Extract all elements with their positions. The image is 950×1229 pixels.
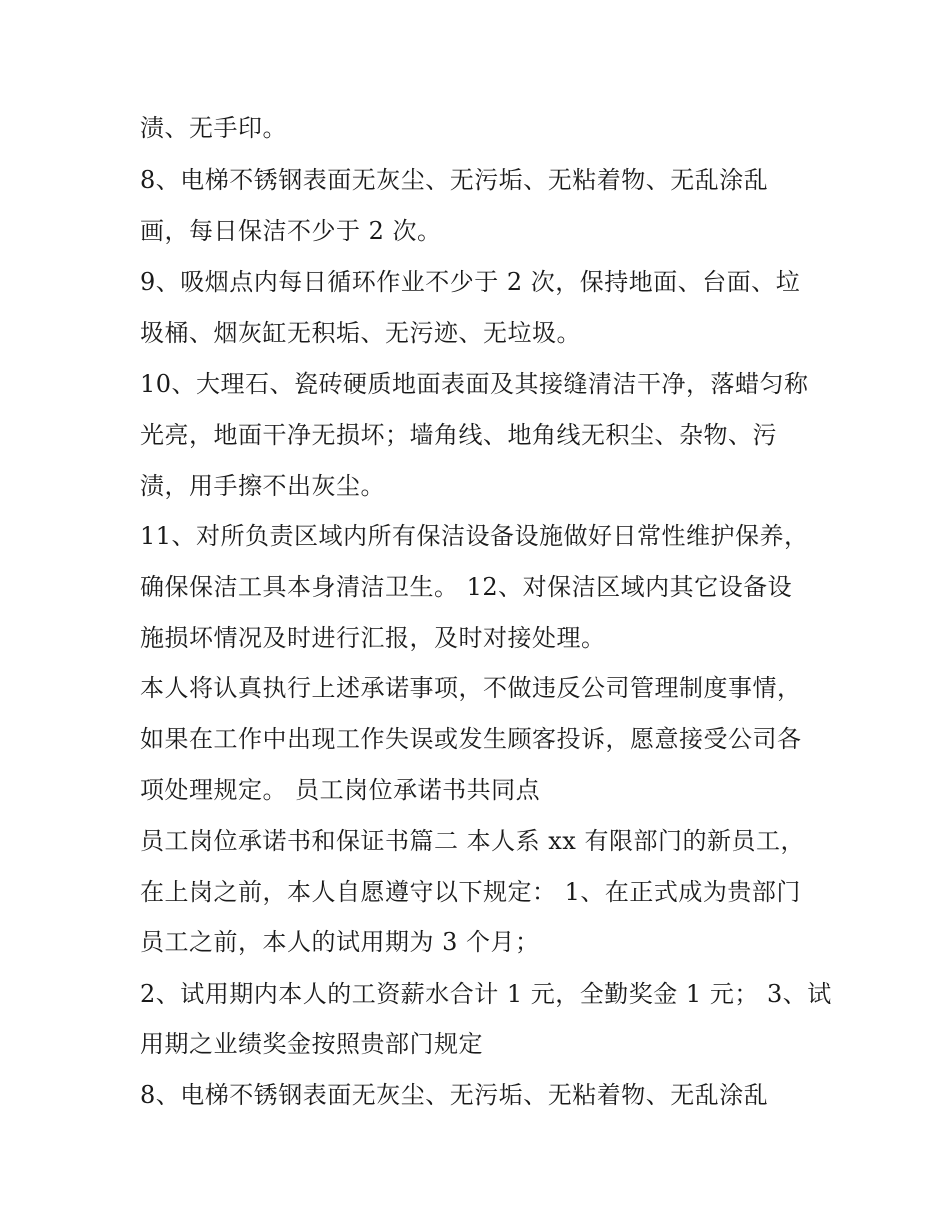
text-line-7: 光亮，地面干净无损坏；墙角线、地角线无积尘、杂物、污 <box>140 421 777 449</box>
text-line-15: 员工岗位承诺书和保证书篇二 本人系 xx 有限部门的新员工， <box>140 827 805 855</box>
text-line-13: 如果在工作中出现工作失误或发生顾客投诉，愿意接受公司各 <box>140 725 802 753</box>
text-line-4: 9、吸烟点内每日循环作业不少于 2 次，保持地面、台面、垃 <box>140 268 801 296</box>
text-line-10: 确保保洁工具本身清洁卫生。 12、对保洁区域内其它设备设 <box>140 573 793 601</box>
text-line-12: 本人将认真执行上述承诺事项，不做违反公司管理制度事情， <box>140 674 802 702</box>
text-line-14: 项处理规定。 员工岗位承诺书共同点 <box>140 776 541 804</box>
text-line-16: 在上岗之前，本人自愿遵守以下规定： 1、在正式成为贵部门 <box>140 878 801 906</box>
text-line-11: 施损坏情况及时进行汇报，及时对接处理。 <box>140 624 606 652</box>
text-line-5: 圾桶、烟灰缸无积垢、无污迹、无垃圾。 <box>140 319 581 347</box>
text-line-1: 渍、无手印。 <box>140 114 287 142</box>
text-line-8: 渍，用手擦不出灰尘。 <box>140 472 385 500</box>
text-line-9: 11、对所负责区域内所有保洁设备设施做好日常性维护保养， <box>140 522 809 550</box>
text-line-18: 2、试用期内本人的工资薪水合计 1 元，全勤奖金 1 元； 3、试 <box>140 980 832 1008</box>
text-line-3: 画，每日保洁不少于 2 次。 <box>140 217 442 245</box>
text-line-17: 员工之前，本人的试用期为 3 个月； <box>140 928 540 956</box>
text-line-20: 8、电梯不锈钢表面无灰尘、无污垢、无粘着物、无乱涂乱 <box>140 1081 769 1109</box>
text-line-6: 10、大理石、瓷砖硬质地面表面及其接缝清洁干净，落蜡匀称 <box>140 370 809 398</box>
text-line-19: 用期之业绩奖金按照贵部门规定 <box>140 1030 483 1058</box>
text-line-2: 8、电梯不锈钢表面无灰尘、无污垢、无粘着物、无乱涂乱 <box>140 166 769 194</box>
